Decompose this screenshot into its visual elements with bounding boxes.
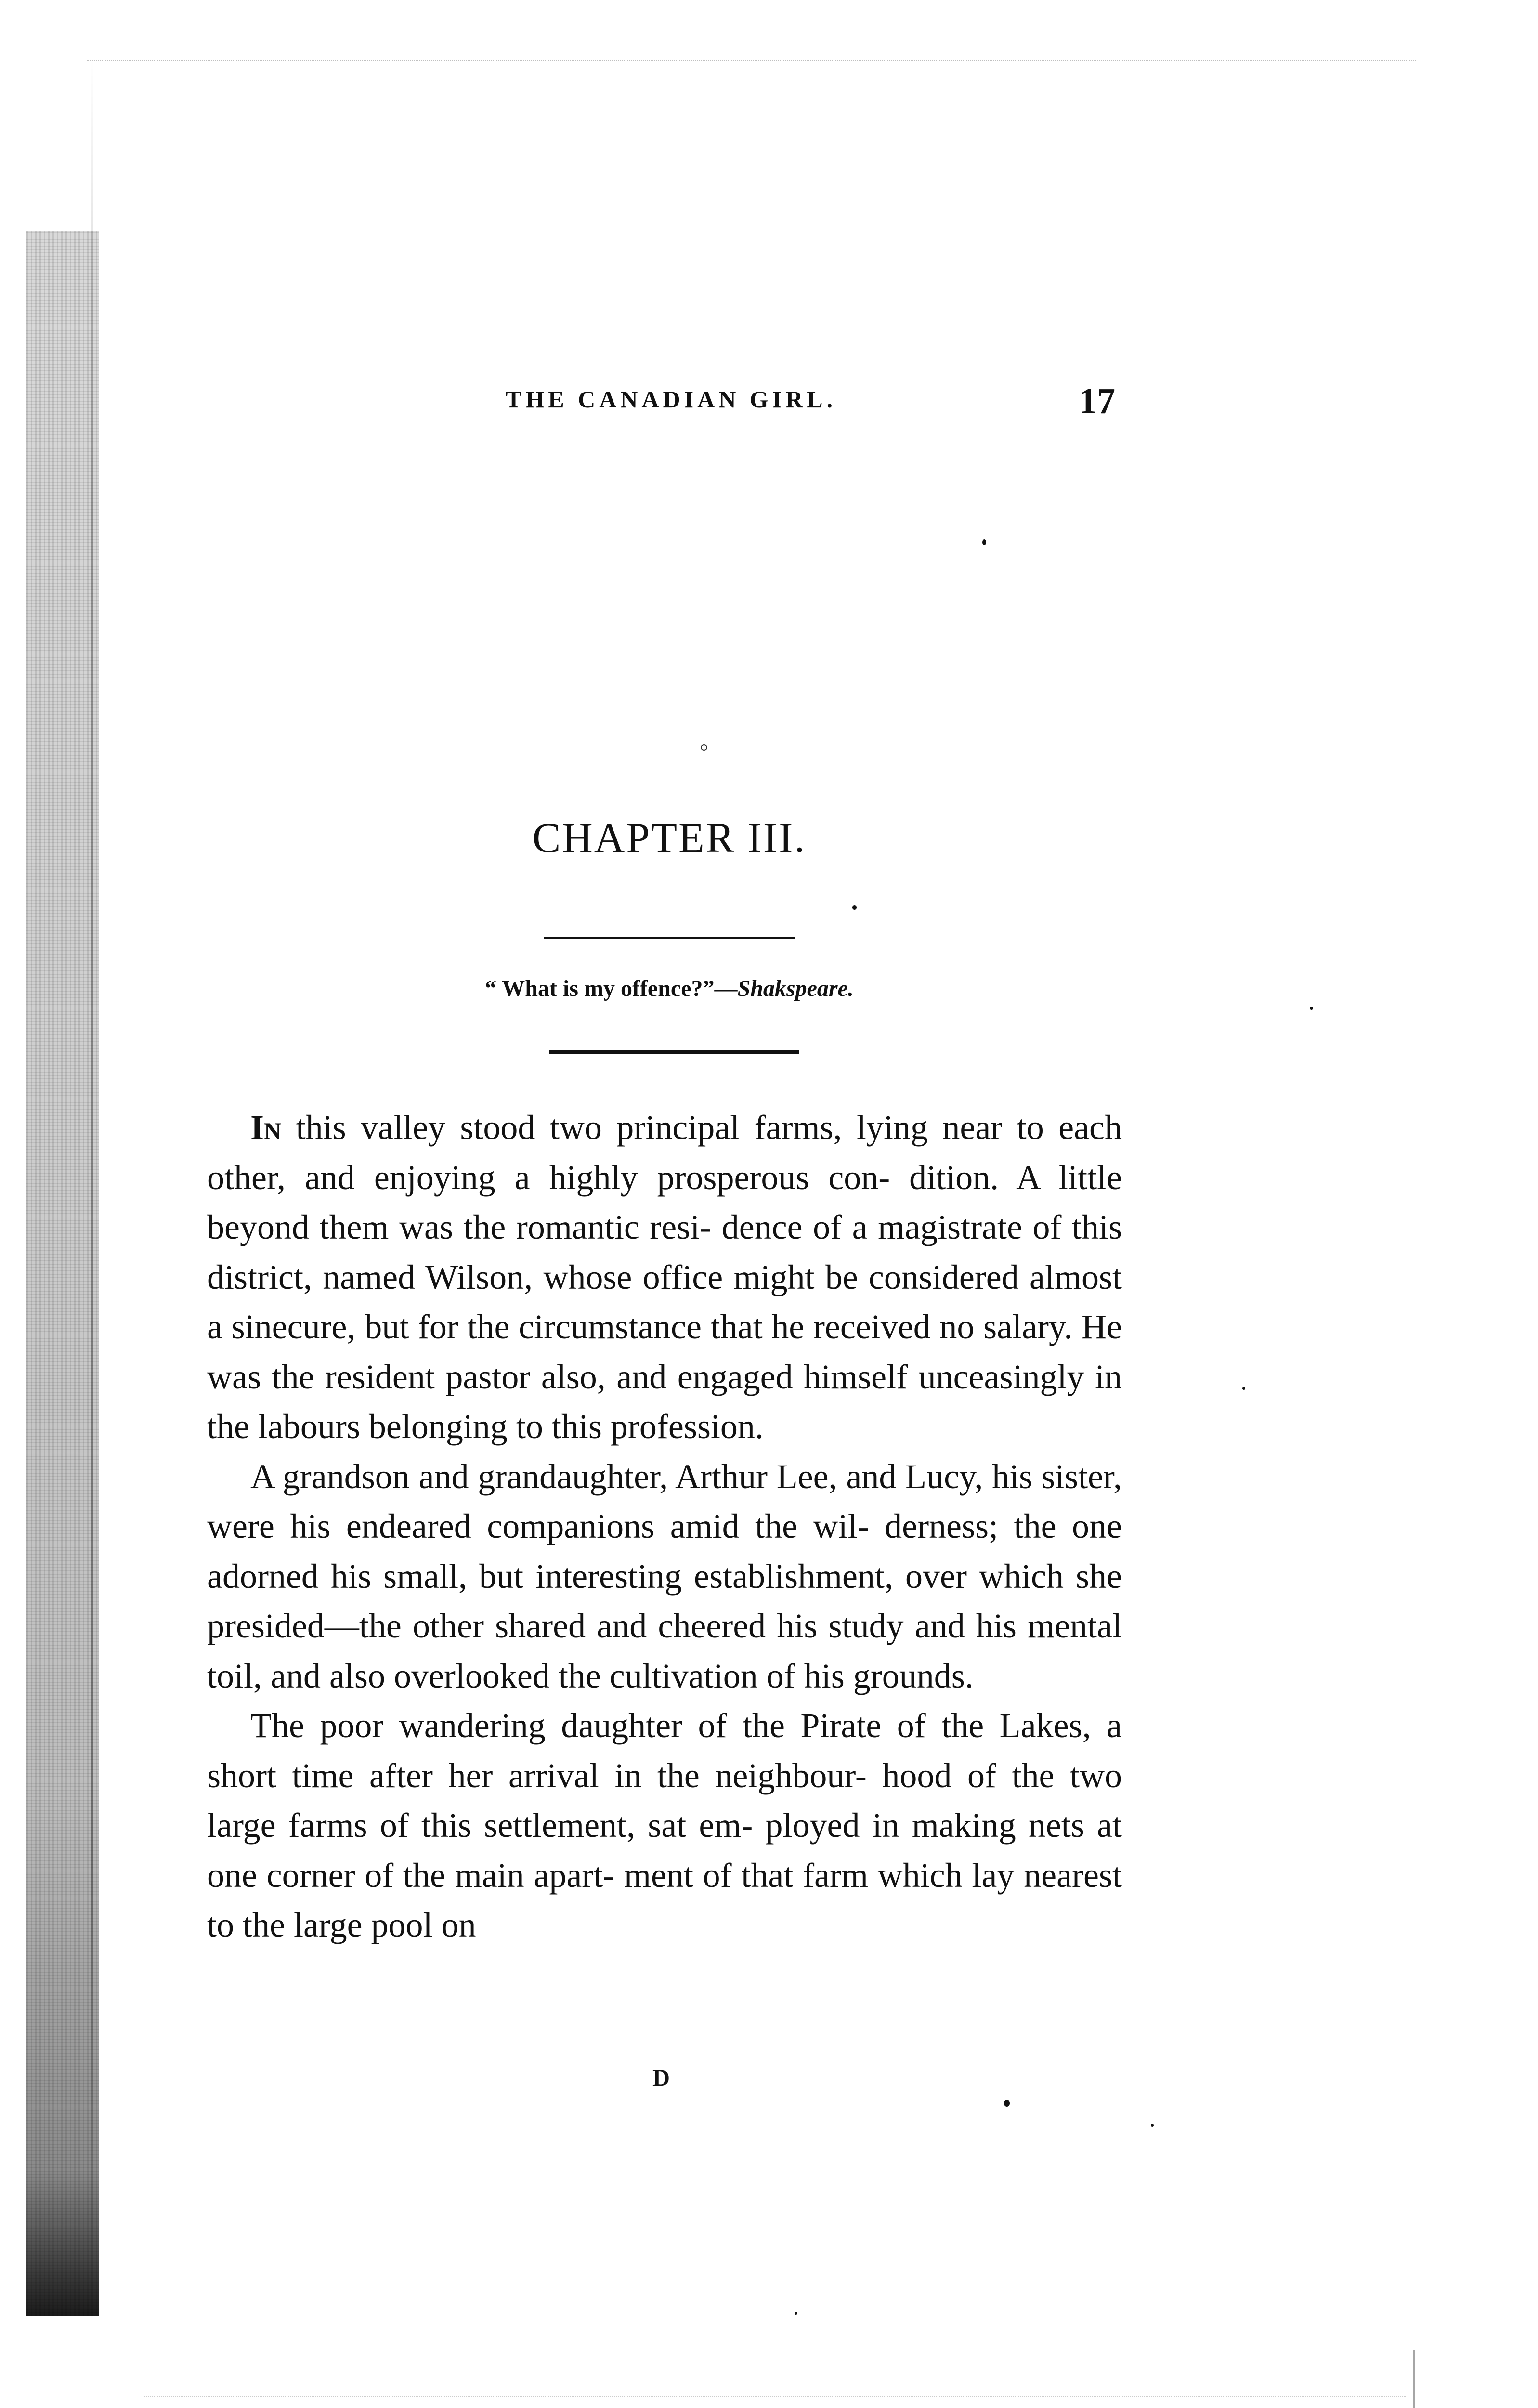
right-page-edge [1413,2350,1415,2408]
scan-speck [795,2312,797,2315]
paragraph-lead-word: In [250,1108,282,1147]
scan-speck [1310,1007,1313,1010]
scan-speck [1151,2124,1154,2127]
top-page-edge [87,60,1416,61]
page-number: 17 [1079,381,1115,421]
paragraph-text: The poor wandering daughter of the Pirate of the Lakes, a short time after her arrival in the neighbour- hood of the two large farms of this settlement, sat em- ployed in making nets at one corner of the main apart- ment of that farm which lay nearest to the large pool on [207,1706,1122,1944]
chapter-body [207,1103,1122,1950]
paragraph-text: A grandson and grandaughter, Arthur Lee, and Lucy, his sister, were his endeared companions amid the wil- derness; the one adorned his small, but interesting establishment, over which she presided—the other shared and cheered his study and his mental toil, and also overlooked the cultivation of his grounds. [207,1457,1122,1695]
scan-speck [852,905,857,910]
paragraph-text: this valley stood two principal farms, lying near to each other, and enjoying a highly prosperous con- dition. A little beyond them was the romantic resi- dence of a magistrate of this district, named Wilson, whose office might be considered almost a sinecure, but for the circumstance that he received no salary. He was the resident pastor also, and engaged himself unceasingly in the labours belonging to this profession. [207,1108,1122,1446]
epigraph-attribution: Shakspeare. [737,976,854,1001]
epigraph-rule-bottom [549,1050,799,1054]
signature-mark: D [652,2064,670,2091]
paragraph-3 [207,1701,1122,1950]
scan-speck [982,539,986,545]
epigraph-rule-top [544,937,795,939]
epigraph [0,975,1339,1002]
chapter-title: CHAPTER III. [532,815,807,862]
epigraph-quote: “ What is my offence?”— [485,976,738,1001]
scan-speck [1242,1387,1245,1390]
bottom-page-edge [144,2396,1406,2397]
page-edge-shadow [91,58,93,2321]
paragraph-2 [207,1452,1122,1701]
book-gutter-scan [26,231,99,2316]
scan-speck [701,744,707,751]
running-head: THE CANADIAN GIRL. [506,386,837,413]
scan-speck [1004,2100,1010,2107]
paragraph-1 [207,1103,1122,1452]
